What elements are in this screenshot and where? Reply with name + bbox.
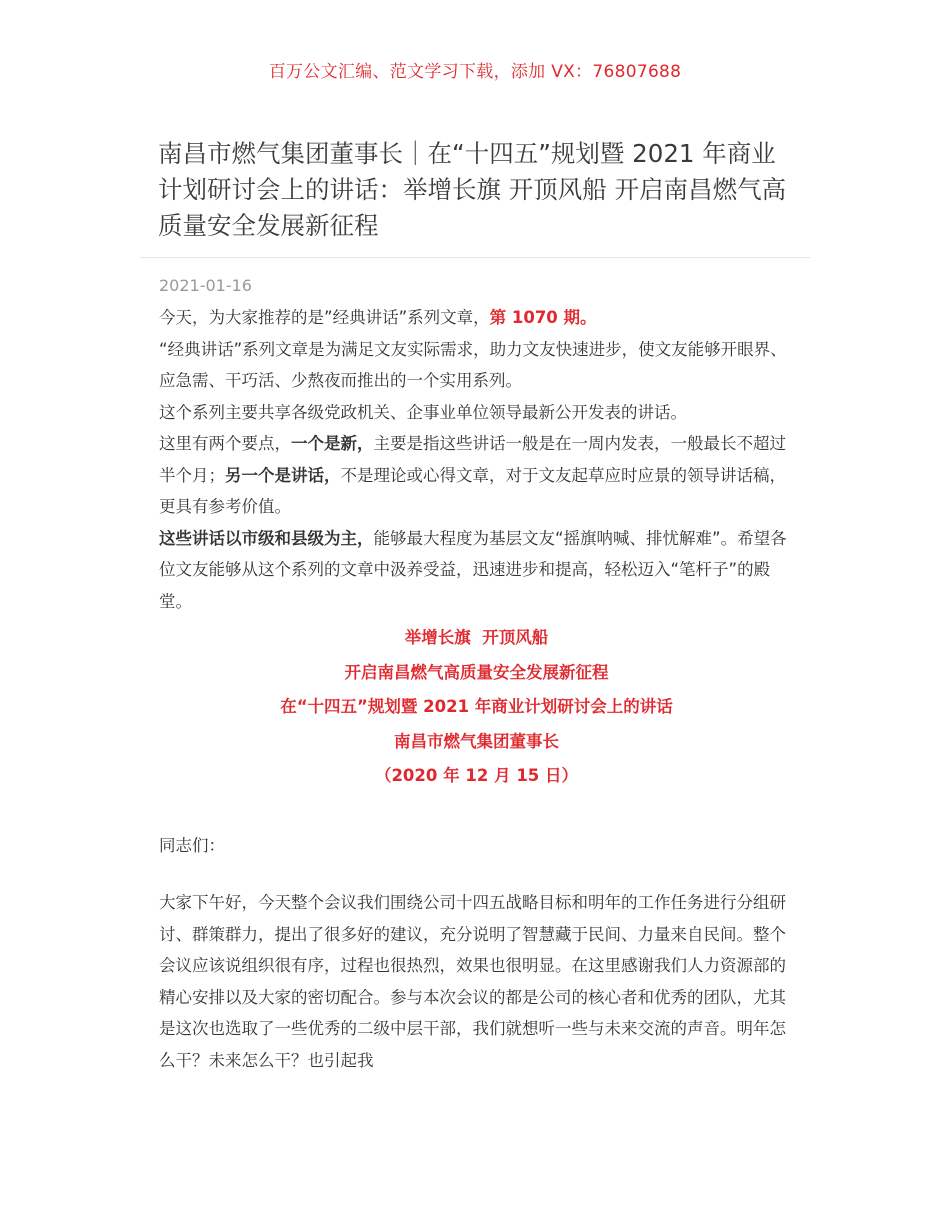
salutation: 同志们：: [159, 835, 225, 855]
intro-paragraph-5: [159, 523, 794, 618]
publish-date: 2021-01-16: [159, 276, 252, 295]
article-body: [159, 302, 794, 1076]
intro-text: 今天，为大家推荐的是”: [159, 308, 333, 327]
speech-heading-line-4: 南昌市燃气集团董事长: [394, 731, 559, 751]
title-divider: [140, 257, 810, 258]
speech-heading-line-2: 开启南昌燃气高质量安全发展新征程: [344, 662, 609, 682]
intro-paragraph-2: [159, 334, 794, 397]
series-name: 经典讲话: [332, 308, 399, 327]
intro-text: 这里有两个要点，: [159, 434, 291, 453]
intro-text: ”系列文章是为满足文友实际需求，助力文友快速进步，使文友能够开眼界、应急需、干巧活、少熬夜而推出的一个实用系列。: [159, 339, 787, 390]
promo-banner: 百万公文汇编、范文学习下载，添加 VX：76807688: [268, 62, 682, 82]
series-name: 经典讲话: [167, 339, 234, 359]
issue-number: 第 1070 期。: [489, 308, 597, 327]
intro-text: ”系列文章，: [398, 308, 490, 327]
speech-heading: [159, 621, 794, 794]
intro-text: “: [159, 339, 168, 359]
intro-paragraph-1: [159, 302, 794, 334]
emphasis-text: 这些讲话以市级和县级为主，: [159, 528, 374, 548]
emphasis-text: 另一个是讲话，: [225, 465, 341, 485]
intro-text: 主要是指这些讲话一般是在一周内发表，一般最长不超过半个月；: [159, 434, 786, 485]
emphasis-text: 一个是新，: [291, 434, 374, 453]
article-title: 南昌市燃气集团董事长｜在“十四五”规划暨 2021 年商业计划研讨会上的讲话：举增长旗 开顶风船 开启南昌燃气高质量安全发展新征程: [158, 139, 787, 240]
speech-body-paragraph: 大家下午好，今天整个会议我们围绕公司十四五战略目标和明年的工作任务进行分组研讨、群策群力，提出了很多好的建议，充分说明了智慧藏于民间、力量来自民间。整个会议应该说组织很有序，过程也很热烈，效果也很明显。在这里感谢我们人力资源部的精心安排以及大家的密切配合。参与本次会议的都是公司的核心者和优秀的团队，尤其是这次也选取了一些优秀的二级中层干部，我们就想听一些与未来交流的声音。明年怎么干？未来怎么干？也引起我: [159, 893, 786, 1070]
speech-heading-line-5: （2020 年 12 月 15 日）: [374, 766, 579, 785]
intro-text: 能够最大程度为基层文友“摇旗呐喊、排忧解难”。希望各位文友能够从这个系列的文章中汲养受益，迅速进步和提高，轻松迈入“笔杆子”的殿堂。: [159, 528, 787, 611]
speech-heading-line-1: 举增长旗 开顶风船: [404, 628, 549, 647]
intro-paragraph-3: 这个系列主要共享各级党政机关、企事业单位领导最新公开发表的讲话。: [159, 402, 687, 422]
speech-heading-line-3: 在“十四五”规划暨 2021 年商业计划研讨会上的讲话: [280, 697, 673, 716]
intro-text: 不是理论或心得文章，对于文友起草应时应景的领导讲话稿，更具有参考价值。: [159, 465, 786, 516]
intro-paragraph-4: [159, 428, 794, 523]
